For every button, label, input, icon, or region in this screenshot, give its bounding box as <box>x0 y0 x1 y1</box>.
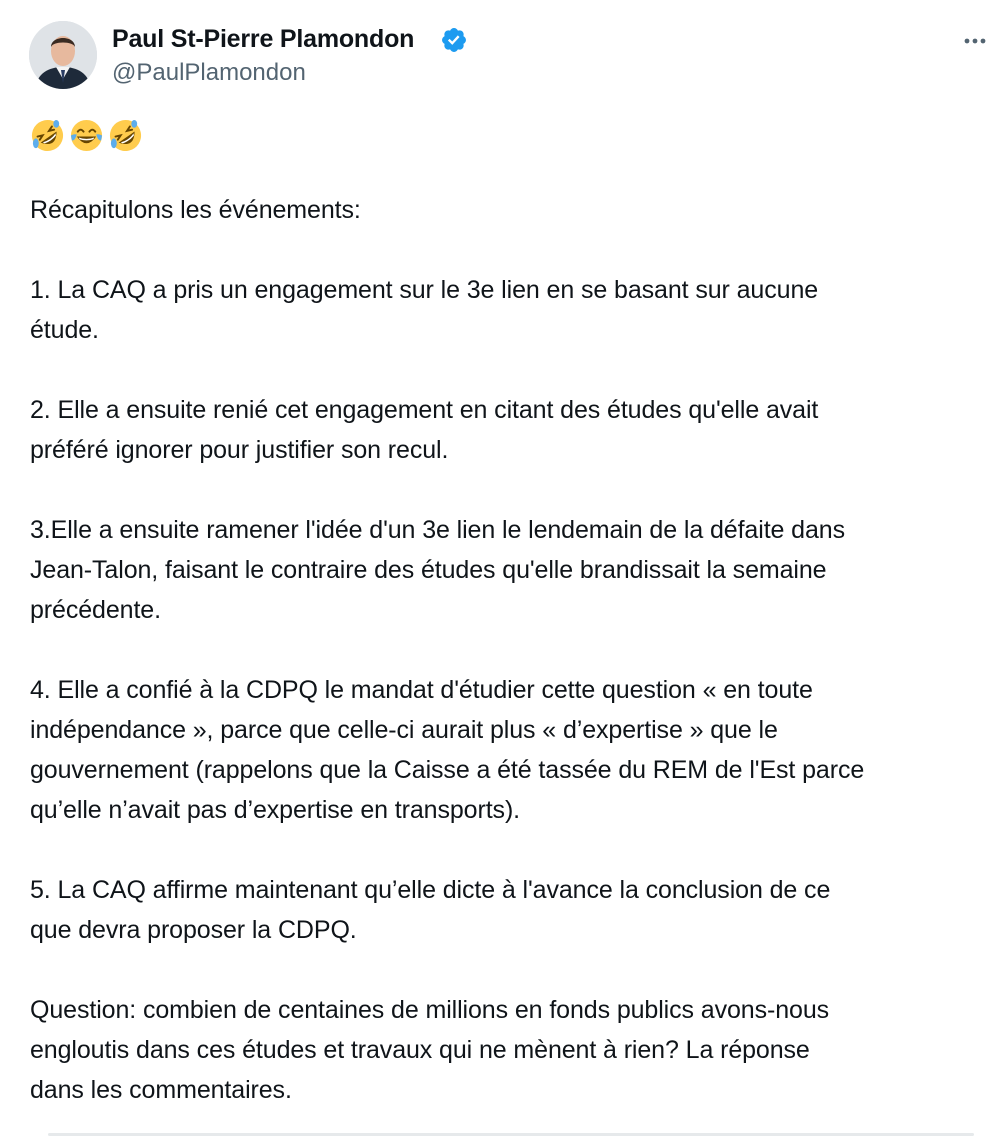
rolling-laughing-emoji-icon <box>108 118 143 153</box>
tears-of-joy-emoji-icon <box>69 118 104 153</box>
author-handle[interactable]: @PaulPlamondon <box>112 59 306 86</box>
more-options-icon[interactable] <box>955 26 995 56</box>
avatar-photo-icon <box>29 21 97 89</box>
author-display-name[interactable]: Paul St-Pierre Plamondon <box>112 25 415 53</box>
verified-badge-icon[interactable] <box>440 26 468 54</box>
rolling-laughing-emoji-icon <box>30 118 65 153</box>
tweet-emoji-row <box>30 118 143 158</box>
avatar[interactable] <box>29 21 97 89</box>
tweet-body-text: Récapitulons les événements: 1. La CAQ a pris un engagement sur le 3e lien en se basant sur aucune étude. 2. Elle a ensuite renié cet engagement en citant des études qu'elle avait préféré ignorer pour justifier son recul. 3.Elle a ensuite ramener l'idée d'un 3e lien le lendemain de la défaite dans Jean-Talon, faisant le contraire des études qu'elle brandissait la semaine précédente. 4. Elle a confié à la CDPQ le mandat d'étudier cette question « en toute indépendance », parce que celle-ci aurait plus « d’expertise » que le gouvernement (rappelons que la Caisse a été tassée du REM de l'Est parce qu’elle n’avait pas d’expertise en transports). 5. La CAQ affirme maintenant qu’elle dicte à l'avance la conclusion de ce que devra proposer la CDPQ. Question: combien de centaines de millions en fonds publics avons-nous engloutis dans ces études et travaux qui ne mènent à rien? La réponse dans les commentaires. <box>30 196 865 1104</box>
